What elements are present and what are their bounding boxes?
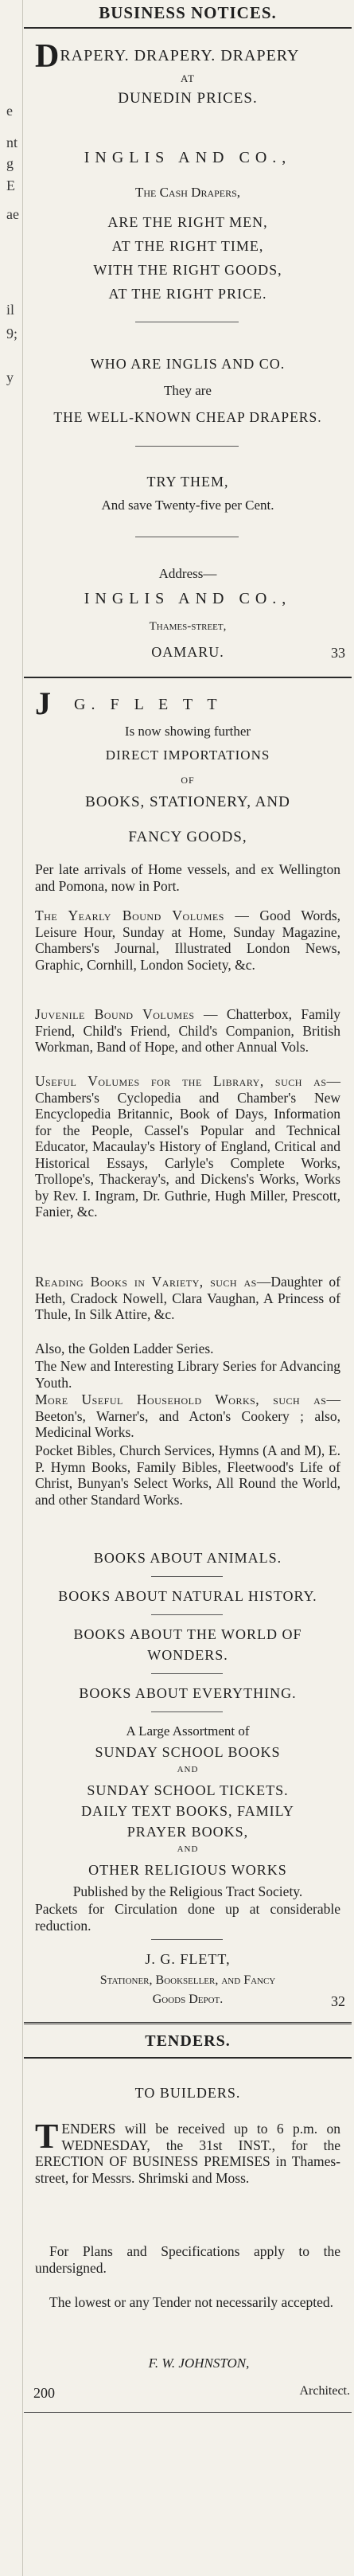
other-religious-works: OTHER RELIGIOUS WORKS [88,1862,287,1878]
firm-name: INGLIS AND CO., [84,149,292,166]
slogan-line-3: WITH THE RIGHT GOODS, [93,262,282,278]
golden-ladder-line: Also, the Golden Ladder Series. [35,1341,214,1356]
double-rule [24,2022,352,2024]
signer-name: F. W. JOHNSTON, [148,2355,250,2371]
ad-number: 33 [331,645,345,661]
books-stationery: BOOKS, STATIONERY, AND [85,794,290,810]
drop-cap: D [35,38,60,75]
rule [24,27,352,29]
signature-line-1: Stationer, Bookseller, and Fancy [99,1973,276,1987]
who-are-line: WHO ARE INGLIS AND CO. [90,356,286,372]
short-rule [151,1614,223,1615]
advertisement-column [24,0,352,2576]
ad-number: 32 [331,1993,345,2009]
architect-title: Architect. [299,2384,350,2398]
section-header-tenders: TENDERS. [145,2032,231,2050]
sunday-school-tickets: SUNDAY SCHOOL TICKETS. [87,1782,289,1798]
ad-number: 200 [33,2385,55,2401]
of-label: OF [181,775,195,786]
town: OAMARU. [151,644,224,660]
household-works-paragraph: More Useful Household Works, such as—Beeton's, Warner's, and Acton's Cookery ; also, Medicinal Works. [35,1391,340,1440]
direct-importations: DIRECT IMPORTATIONS [105,747,270,763]
library-series-paragraph: The New and Interesting Library Series for Advancing Youth. [35,1358,340,1391]
at-label: AT [181,72,195,84]
short-rule [135,446,239,447]
library-volumes-paragraph: Useful Volumes for the Library, such as—Chambers's Cyclopedia and Chamber's New Encyclopedia Britannic, Book of Days, Information for the People, Cassel's Popular and Technical Educator, Macaulay's History of England, Critical and Historical Essays, Carlyle's Complete Works, Trollope's, Thackeray's, and Dickens's Works, Works by Rev. I. Ingram, Dr. Guthrie, Hugh Miller, Prescott, Fanier, &c. [35,1073,340,1220]
drop-cap: J [35,685,51,721]
arrivals-paragraph: Per late arrivals of Home vessels, and ex Wellington and Pomona, now in Port. [35,861,340,894]
juvenile-volumes-paragraph: Juvenile Bound Volumes — Chatterbox, Family Friend, Child's Friend, Child's Companion, British Workman, Band of Hope, and other Annual Vols. [35,1006,340,1055]
rule [24,2412,352,2413]
gutter-fragment: g [6,155,14,171]
save-line: And save Twenty-five per Cent. [101,498,274,513]
books-world-of: BOOKS ABOUT THE WORLD OF [73,1626,302,1642]
section-header-business-notices: BUSINESS NOTICES. [99,3,277,22]
try-them: TRY THEM, [146,474,229,490]
slogan-line-4: AT THE RIGHT PRICE. [108,286,267,302]
books-wonders: WONDERS. [147,1647,228,1663]
published-line: Published by the Religious Tract Society. [72,1883,303,1899]
books-natural-history: BOOKS ABOUT NATURAL HISTORY. [58,1588,317,1604]
firm-name-address: INGLIS AND CO., [84,590,292,607]
gutter-fragment: 9; [6,326,18,342]
signature-line-2: Goods Depot. [152,1992,224,2006]
showing-line: Is now showing further [124,724,251,739]
well-known-line: THE WELL-KNOWN CHEAP DRAPERS. [53,409,322,425]
large-assortment: A Large Assortment of [126,1723,250,1739]
prayer-books: PRAYER BOOKS, [126,1824,249,1840]
signature-name: J. G. FLETT, [145,1951,231,1967]
books-about-animals: BOOKS ABOUT ANIMALS. [93,1550,282,1566]
gutter-fragment: ae [6,206,19,222]
they-are-line: They are [164,383,212,398]
rule [24,2057,352,2059]
address-label: Address— [158,566,217,581]
tender-paragraph: TENDERS will be received up to 6 p.m. on WEDNESDAY, the 31st INST., for the ERECTION OF BUSINESS PREMISES in Thames-street, for Messrs. Shrimski and Moss. [35,2117,340,2186]
dunedin-prices: DUNEDIN PRICES. [118,90,258,107]
to-builders: TO BUILDERS. [134,2085,241,2101]
and-label: AND [177,1765,199,1774]
street: Thames-street, [149,620,227,633]
gutter-fragment: e [6,103,13,119]
drapery-line: DRAPERY. DRAPERY. DRAPERY [35,38,300,75]
gutter-fragment: y [6,369,14,385]
lowest-tender-paragraph: The lowest or any Tender not necessarily accepted. [49,2294,334,2310]
daily-text-books: DAILY TEXT BOOKS, FAMILY [81,1803,294,1819]
cash-drapers: The Cash Drapers, [134,185,241,200]
books-everything: BOOKS ABOUT EVERYTHING. [79,1685,297,1701]
rule [24,677,352,678]
fancy-goods: FANCY GOODS, [128,829,247,845]
sunday-school-books: SUNDAY SCHOOL BOOKS [95,1744,281,1760]
gutter-fragment: il [6,302,15,318]
short-rule [151,1576,223,1577]
drop-cap: T [35,2117,59,2156]
plans-paragraph: For Plans and Specifications apply to the undersigned. [35,2243,340,2276]
short-rule [151,1711,223,1712]
slogan-line-2: AT THE RIGHT TIME, [111,238,264,254]
left-margin-gutter [0,0,23,2576]
bibles-paragraph: Pocket Bibles, Church Services, Hymns (A and M), E. P. Hymn Books, Family Bibles, Fleetwood's Life of Christ, Bunyan's Select Works, All Round the World, and other Standard Works. [35,1442,340,1508]
reading-books-paragraph: Reading Books in Variety, such as—Daughter of Heth, Cradock Nowell, Clara Vaughan, A Princess of Thule, In Silk Attire, &c. [35,1274,340,1322]
flett-heading: J G. F L E T T [35,685,223,721]
and-label: AND [177,1844,199,1854]
gutter-fragment: nt [6,135,18,150]
short-rule [151,1939,223,1940]
packets-line: Packets for Circulation done up at considerable reduction. [35,1901,340,1934]
short-rule [151,1673,223,1674]
yearly-volumes-paragraph: The Yearly Bound Volumes — Good Words, Leisure Hour, Sunday at Home, Sunday Magazine, Chambers's Journal, Illustrated London News, Graphic, Cornhill, London Society, &c. [35,907,341,973]
gutter-fragment: E [6,178,15,193]
slogan-line-1: ARE THE RIGHT MEN, [107,214,268,230]
